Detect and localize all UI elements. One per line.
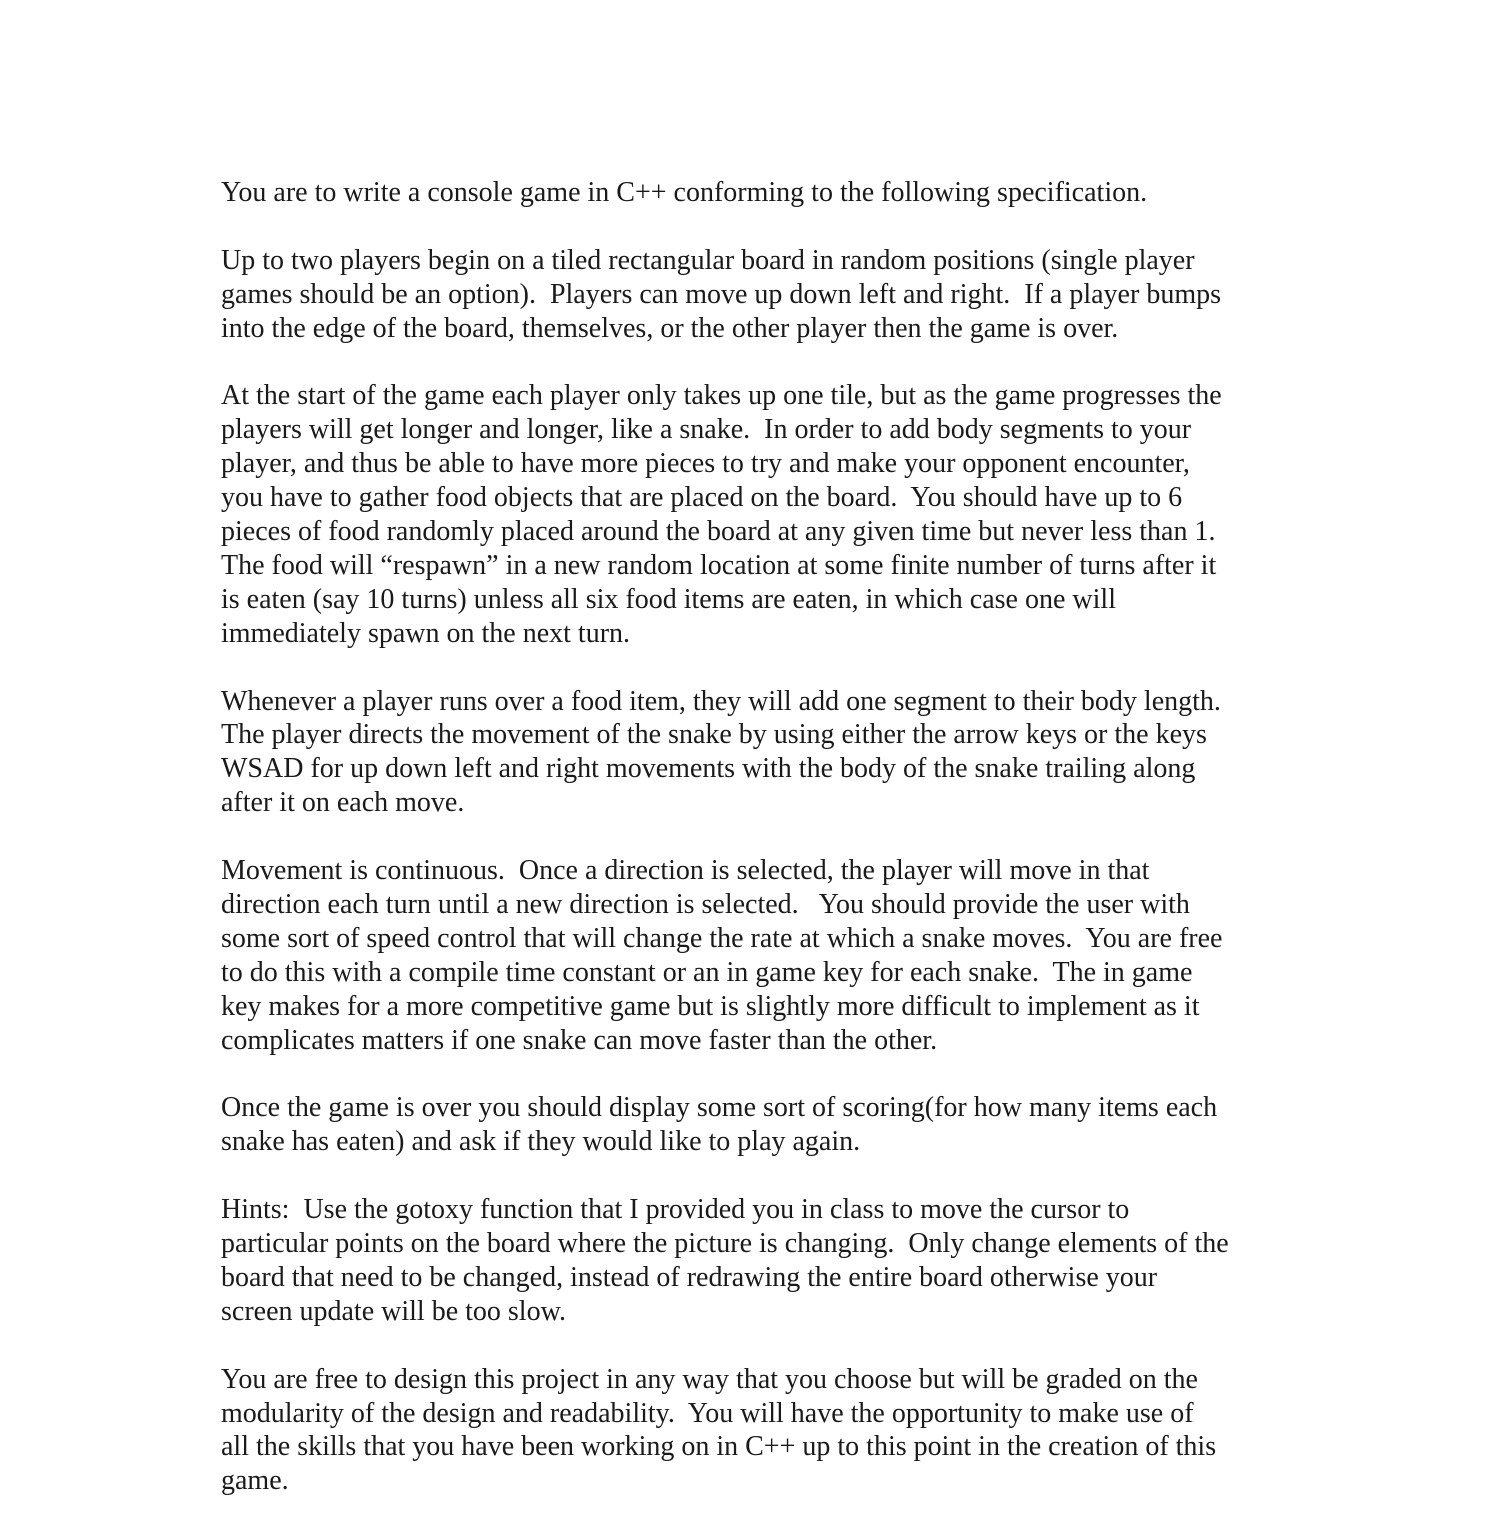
text-line: players will get longer and longer, like a snake. In order to add body segments to your xyxy=(221,414,1192,446)
text-line: Movement is continuous. Once a direction is selected, the player will move in that xyxy=(221,855,1150,887)
paragraph-intro xyxy=(221,176,1301,210)
paragraph-players xyxy=(221,244,1301,346)
text-line: game. xyxy=(221,1465,289,1497)
document-body xyxy=(221,176,1301,1532)
text-line: after it on each move. xyxy=(221,787,465,819)
text-line: WSAD for up down left and right movements with the body of the snake trailing along xyxy=(221,753,1196,785)
paragraph-design xyxy=(221,1363,1301,1499)
text-line: board that need to be changed, instead of redrawing the entire board otherwise your xyxy=(221,1261,1158,1293)
text-line: you have to gather food objects that are placed on the board. You should have up to 6 xyxy=(221,482,1183,514)
text-line: snake has eaten) and ask if they would like to play again. xyxy=(221,1126,861,1158)
text-line: screen update will be too slow. xyxy=(221,1295,566,1327)
text-line: Up to two players begin on a tiled rectangular board in random positions (single player xyxy=(221,244,1195,276)
paragraph-scoring xyxy=(221,1091,1301,1159)
text-line: pieces of food randomly placed around the board at any given time but never less than 1. xyxy=(221,516,1216,548)
text-line: into the edge of the board, themselves, or the other player then the game is over. xyxy=(221,312,1119,344)
text-line: is eaten (say 10 turns) unless all six food items are eaten, in which case one will xyxy=(221,583,1116,615)
text-line: immediately spawn on the next turn. xyxy=(221,617,631,649)
text-line: all the skills that you have been working on in C++ up to this point in the creation of this xyxy=(221,1431,1217,1463)
paragraph-movement xyxy=(221,854,1301,1057)
text-line: Once the game is over you should display some sort of scoring(for how many items each xyxy=(221,1092,1218,1124)
paragraph-hints xyxy=(221,1193,1301,1329)
paragraph-growth xyxy=(221,685,1301,821)
text-line: particular points on the board where the picture is changing. Only change elements of the xyxy=(221,1228,1229,1259)
text-line: You are to write a console game in C++ conforming to the following specification. xyxy=(221,177,1148,208)
text-line: key makes for a more competitive game but is slightly more difficult to implement as it xyxy=(221,990,1200,1022)
text-line: Whenever a player runs over a food item, they will add one segment to their body length. xyxy=(221,685,1221,717)
text-line: modularity of the design and readability. You will have the opportunity to make use of xyxy=(221,1397,1194,1429)
text-line: complicates matters if one snake can move faster than the other. xyxy=(221,1024,938,1056)
text-line: player, and thus be able to have more pieces to try and make your opponent encounter, xyxy=(221,448,1190,480)
text-line: The food will “respawn” in a new random location at some finite number of turns after it xyxy=(221,549,1217,581)
text-line: some sort of speed control that will change the rate at which a snake moves. You are free xyxy=(221,922,1223,954)
text-line: to do this with a compile time constant or an in game key for each snake. The in game xyxy=(221,956,1193,988)
text-line: games should be an option). Players can move up down left and right. If a player bumps xyxy=(221,278,1221,310)
text-line: Hints: Use the gotoxy function that I provided you in class to move the cursor to xyxy=(221,1194,1130,1226)
text-line: At the start of the game each player only takes up one tile, but as the game progresses the xyxy=(221,380,1222,412)
text-line: direction each turn until a new direction is selected. You should provide the user with xyxy=(221,888,1190,920)
paragraph-food xyxy=(221,379,1301,650)
text-line: The player directs the movement of the snake by using either the arrow keys or the keys xyxy=(221,719,1207,751)
text-line: You are free to design this project in any way that you choose but will be graded on the xyxy=(221,1363,1198,1395)
